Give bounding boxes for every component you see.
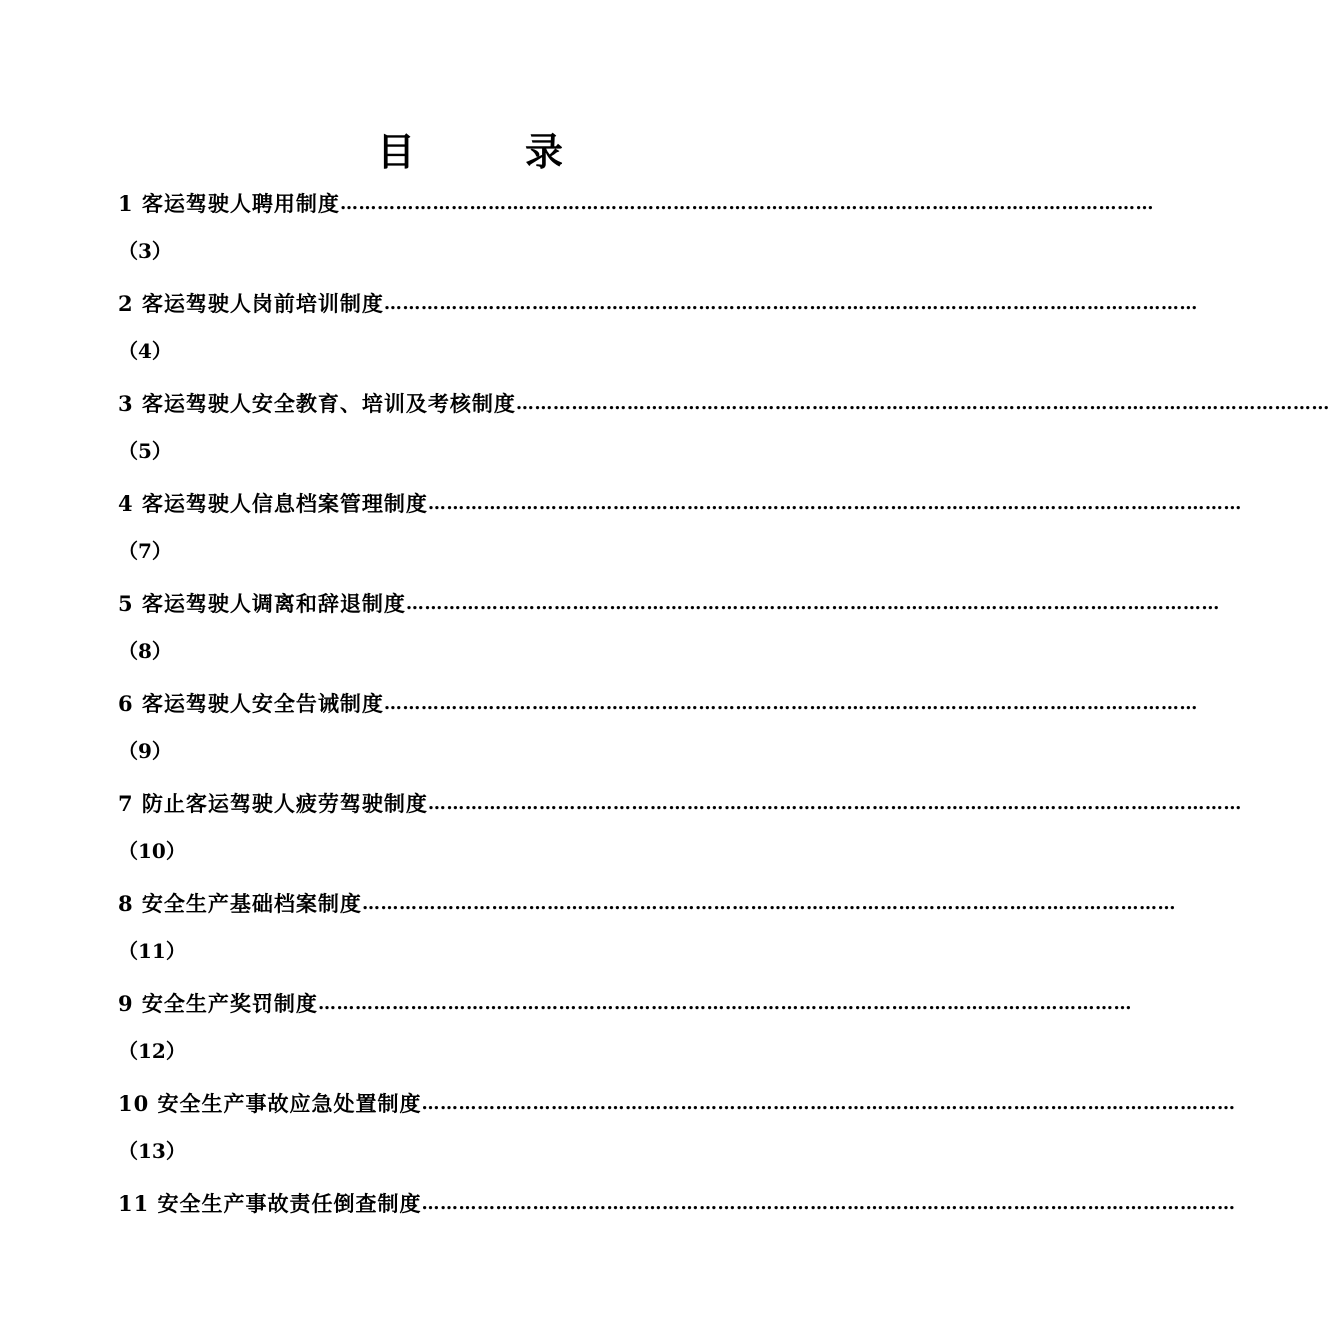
toc-entry-page: （3）: [118, 239, 172, 263]
toc-entry-title: 11 安全生产事故责任倒查制度: [118, 1191, 422, 1216]
toc-leader-dots: ……………………………………………………………………………………………………………………: [405, 593, 1220, 614]
toc-entry-title: 4 客运驾驶人信息档案管理制度: [118, 491, 428, 516]
toc-entry-title: 9 安全生产奖罚制度: [118, 991, 318, 1016]
toc-entry-page: （4）: [118, 339, 172, 363]
toc-leader-dots: ……………………………………………………………………………………………………………………: [421, 1193, 1236, 1214]
toc-entry-title: 2 客运驾驶人岗前培训制度: [118, 291, 384, 316]
toc-leader-dots: ……………………………………………………………………………………………………………………: [427, 793, 1242, 814]
toc-entry[interactable]: [118, 879, 1176, 979]
toc-entry-page: （8）: [118, 639, 172, 663]
toc-entry-title: 6 客运驾驶人安全告诫制度: [118, 691, 384, 716]
toc-entry-title: 8 安全生产基础档案制度: [118, 891, 362, 916]
toc-leader-dots: ……………………………………………………………………………………………………………………: [339, 193, 1154, 214]
toc-entry[interactable]: [118, 979, 1132, 1079]
toc-entry[interactable]: [118, 279, 1198, 379]
toc-leader-dots: ……………………………………………………………………………………………………………………: [383, 293, 1198, 314]
toc-title: 目 录: [376, 129, 599, 174]
toc-leader-dots: ……………………………………………………………………………………………………………………: [421, 1093, 1236, 1114]
toc-leader-dots: ……………………………………………………………………………………………………………………: [515, 393, 1330, 414]
toc-entry-page: （12）: [118, 1039, 186, 1063]
toc-leader-dots: ……………………………………………………………………………………………………………………: [317, 993, 1132, 1014]
toc-entry-title: 1 客运驾驶人聘用制度: [118, 191, 340, 216]
toc-entry-page: （13）: [118, 1139, 186, 1163]
toc-entry-page: （9）: [118, 739, 172, 763]
toc-entry-title: 3 客运驾驶人安全教育、培训及考核制度: [118, 391, 516, 416]
toc-entry-page: （11）: [118, 939, 186, 963]
toc-entry-page: （5）: [118, 439, 172, 463]
toc-entry[interactable]: [118, 679, 1198, 779]
toc-leader-dots: ……………………………………………………………………………………………………………………: [383, 693, 1198, 714]
toc-entry-title: 7 防止客运驾驶人疲劳驾驶制度: [118, 791, 428, 816]
toc-entry[interactable]: [118, 379, 1330, 479]
table-of-contents: [118, 179, 1330, 1279]
toc-entry-title: 10 安全生产事故应急处置制度: [118, 1091, 422, 1116]
toc-entry[interactable]: [118, 479, 1242, 579]
toc-leader-dots: ……………………………………………………………………………………………………………………: [427, 493, 1242, 514]
toc-entry[interactable]: [118, 579, 1220, 679]
toc-entry[interactable]: [118, 179, 1154, 279]
toc-entry-page: （7）: [118, 539, 172, 563]
toc-entry-page: （10）: [118, 839, 186, 863]
toc-entry-title: 5 客运驾驶人调离和辞退制度: [118, 591, 406, 616]
toc-leader-dots: ……………………………………………………………………………………………………………………: [361, 893, 1176, 914]
toc-entry[interactable]: [118, 779, 1242, 879]
toc-entry[interactable]: [118, 1079, 1236, 1179]
toc-entry[interactable]: [118, 1179, 1236, 1279]
